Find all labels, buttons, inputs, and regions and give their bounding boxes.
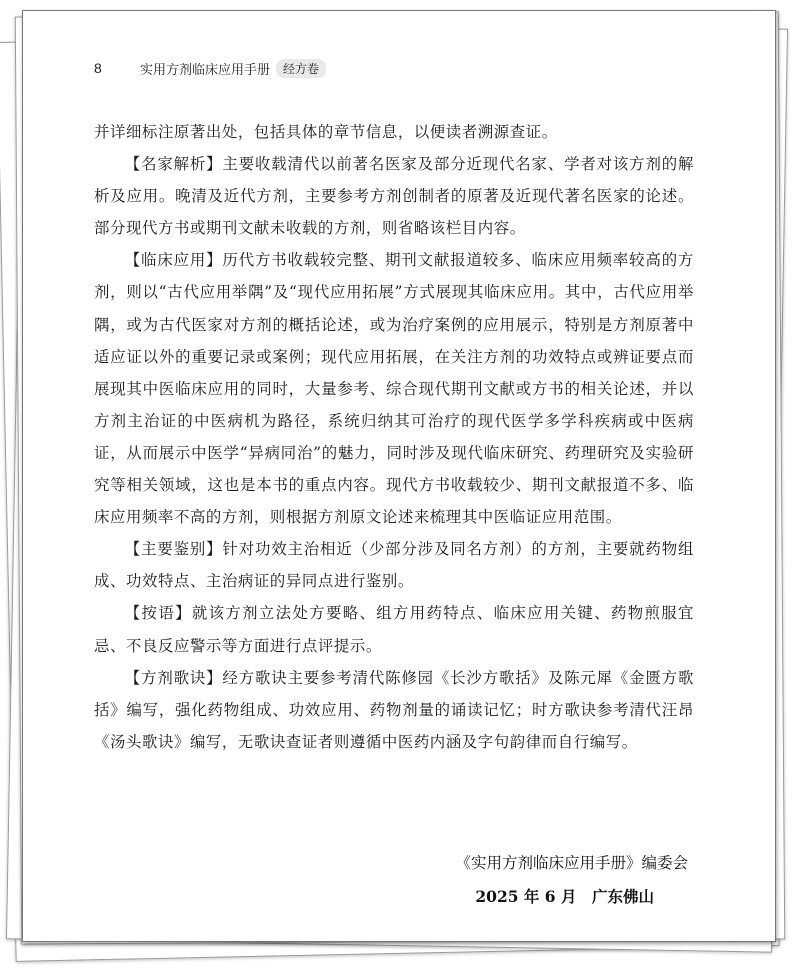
- signature-block: [94, 846, 694, 914]
- paragraph: [94, 597, 694, 661]
- paragraph: [94, 148, 694, 244]
- body-text: [94, 116, 694, 758]
- section-term: 【方剂歌诀】: [124, 668, 223, 687]
- committee-name: 《实用方剂临床应用手册》编委会: [455, 854, 688, 872]
- paragraph: [94, 662, 694, 758]
- paragraph-text: 并详细标注原著出处，包括具体的章节信息，以便读者溯源查证。: [94, 123, 558, 141]
- paragraph: [94, 244, 694, 533]
- paragraph: [94, 116, 694, 148]
- book-title: 实用方剂临床应用手册: [140, 62, 271, 78]
- section-term: 【按语】: [124, 604, 192, 623]
- page-number: 8: [94, 60, 102, 76]
- paragraph-text: 历代方书收载较完整、期刊文献报道较多、临床应用频率较高的方剂，则以“古代应用举隅”及“现代应用拓展”方式展现其临床应用。其中，古代应用举隅，或为古代医家对方剂的概括论述，或为治疗案例的应用展示，特别是方剂原著中适应证以外的重要记录或案例；现代应用拓展，在关注方剂的功效特点或辨证要点而展现其中医临床应用的同时，大量参考、综合现代期刊文献或方书的相关论述，并以方剂主治证的中医病机为路径，系统归纳其可治疗的现代医学多学科疾病或中医病证，从而展示中医学“异病同治”的魅力，同时涉及现代临床研究、药理研究及实验研究等相关领域，这也是本书的重点内容。现代方书收载较少、期刊文献报道不多、临床应用频率不高的方剂，则根据方剂原文论述来梳理其中医临证应用范围。: [94, 251, 694, 527]
- running-header: [94, 56, 326, 80]
- paragraph-text: 就该方剂立法处方要略、组方用药特点、临床应用关键、药物煎服宜忌、不良反应警示等方面进行点评提示。: [94, 604, 694, 655]
- paragraph-text: 针对功效主治相近（少部分涉及同名方剂）的方剂，主要就药物组成、功效特点、主治病证的异同点进行鉴别。: [94, 540, 694, 591]
- paragraph-text: 主要收载清代以前著名医家及部分近现代名家、学者对该方剂的解析及应用。晚清及近代方剂，主要参考方剂创制者的原著及近现代著名医家的论述。部分现代方书或期刊文献未收载的方剂，则省略该栏目内容。: [94, 155, 694, 238]
- paragraph-text: 经方歌诀主要参考清代陈修园《长沙方歌括》及陈元犀《金匮方歌括》编写，强化药物组成、功效应用、药物剂量的诵读记忆；时方歌诀参考清代汪昂《汤头歌诀》编写，无歌诀查证者则遵循中医药内涵及字句韵律而自行编写。: [94, 668, 694, 751]
- section-term: 【临床应用】: [124, 251, 223, 270]
- volume-label: 经方卷: [276, 59, 326, 78]
- date-place: 2025 年 6 月 广东佛山: [475, 887, 654, 906]
- section-term: 【主要鉴别】: [124, 540, 223, 559]
- section-term: 【名家解析】: [124, 155, 223, 174]
- paragraph: [94, 533, 694, 597]
